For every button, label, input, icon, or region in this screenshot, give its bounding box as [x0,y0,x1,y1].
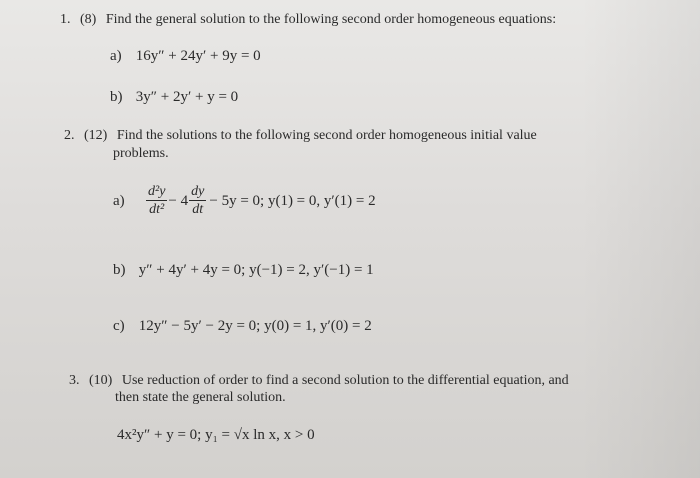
question-1a [110,48,261,64]
question-2-points: (12) [84,128,108,143]
fraction-bar [146,200,167,201]
question-2a-rest: − 5y = 0; y(1) = 0, y′(1) = 2 [209,192,376,209]
question-1b-label: b) [110,89,123,105]
question-2-prompt-line2: problems. [113,146,169,161]
question-2a-frac2-denominator: dt [192,202,204,217]
question-1a-equation: 16y″ + 24y′ + 9y = 0 [135,48,261,64]
question-3-prompt-line1: Use reduction of order to find a second solution to the differential equation, and [121,373,569,388]
question-2a-coefficient: − 4 [168,192,189,209]
page-shadow [580,0,700,478]
question-2a-first-derivative [190,184,205,217]
question-3-number: 3. [69,373,80,388]
question-2-number: 2. [64,128,75,143]
question-1b [110,89,238,105]
question-1-heading [60,12,556,28]
question-2c-label: c) [113,318,125,334]
question-2-heading [64,128,537,144]
question-2b-label: b) [113,262,126,278]
question-2a-frac1-denominator: dt² [149,202,165,217]
question-2c-equation: 12y″ − 5y′ − 2y = 0; y(0) = 1, y′(0) = 2 [138,318,372,334]
question-2-prompt-line1: Find the solutions to the following second order homogeneous initial value [116,128,537,143]
question-1-number: 1. [60,12,71,27]
question-3-heading [69,373,569,389]
question-3-points: (10) [89,373,113,388]
question-2a-frac2-numerator: dy [191,184,205,199]
question-1-prompt: Find the general solution to the following second order homogeneous equations: [105,12,557,27]
question-2a-second-derivative [147,184,166,217]
question-2a-label: a) [113,192,125,209]
question-1b-equation: 3y″ + 2y′ + y = 0 [135,89,239,105]
question-1a-label: a) [110,48,122,64]
question-2c [113,318,372,334]
question-2b-equation: y″ + 4y′ + 4y = 0; y(−1) = 2, y′(−1) = 1 [138,262,374,278]
question-2b [113,262,374,278]
question-2a [113,184,376,217]
fraction-bar [189,200,206,201]
question-1-points: (8) [80,12,97,27]
question-3-prompt-line2: then state the general solution. [115,390,286,405]
question-3-equation: 4x²y″ + y = 0; y₁ = √x ln x, x > 0 [117,427,315,443]
question-2a-frac1-numerator: d²y [148,184,166,199]
